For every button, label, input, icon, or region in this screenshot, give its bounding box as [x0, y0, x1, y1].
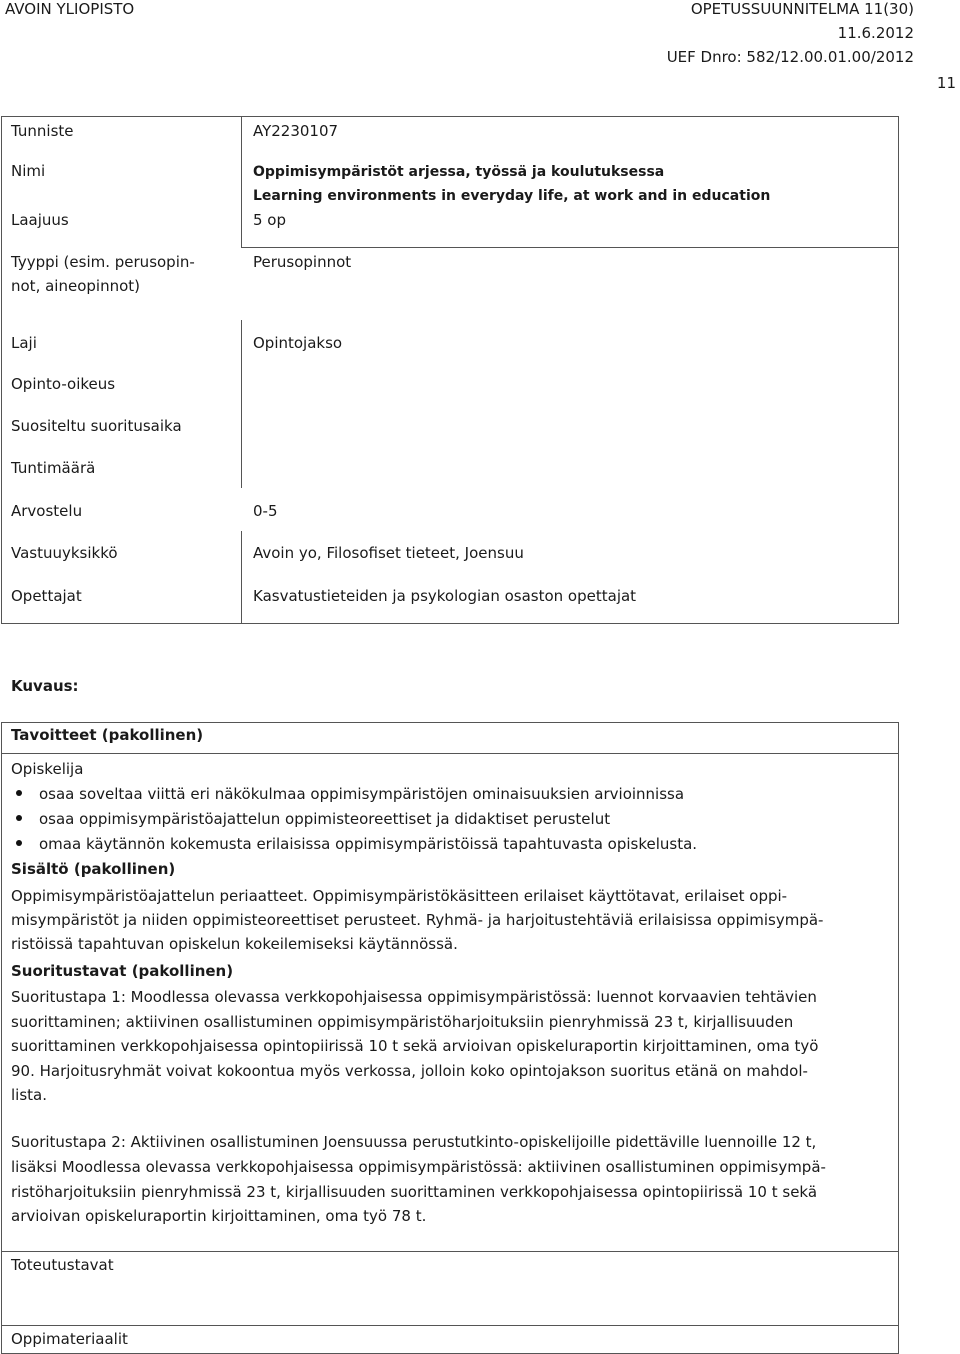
- tavoitteet-intro: Opiskelija: [11, 760, 84, 778]
- sisalto-heading: Sisältö (pakollinen): [11, 860, 176, 878]
- suoritustavat-heading: Suoritustavat (pakollinen): [11, 962, 234, 980]
- tyyppi-label-2: not, aineopinnot): [11, 277, 140, 295]
- vastuuyksikko-value: Avoin yo, Filosofiset tieteet, Joensuu: [253, 544, 524, 562]
- bullet-icon: [16, 840, 22, 846]
- bullet-icon: [16, 815, 22, 821]
- suoritustapa1-line: lista.: [11, 1086, 47, 1104]
- info-table-divider: [241, 531, 242, 624]
- oppimateriaalit-label: Oppimateriaalit: [11, 1330, 128, 1348]
- sisalto-line: misympäristöt ja niiden oppimisteoreettiset perusteet. Ryhmä- ja harjoitustehtäviä erilaisissa oppimisympä-: [11, 911, 824, 929]
- suoritustapa1-line: Suoritustapa 1: Moodlessa olevassa verkkopohjaisessa oppimisympäristössä: luennot korvaavien tehtävien: [11, 988, 817, 1006]
- header-plan-label: OPETUSSUUNNITELMA 11(30): [690, 0, 914, 18]
- tavoitteet-heading: Tavoitteet (pakollinen): [11, 726, 204, 744]
- laji-label: Laji: [11, 334, 37, 352]
- info-table-divider: [241, 116, 242, 248]
- sisalto-line: Oppimisympäristöajattelun periaatteet. Oppimisympäristökäsitteen erilaiset käyttötavat, erilaiset oppi-: [11, 887, 788, 905]
- tyyppi-label-1: Tyyppi (esim. perusopin-: [11, 253, 195, 271]
- suoritustapa1-line: 90. Harjoitusryhmät voivat kokoontua myös verkossa, jolloin koko opintojakson suoritus etänä on mahdol-: [11, 1062, 808, 1080]
- suoritustapa2-line: lisäksi Moodlessa olevassa verkkopohjaisessa oppimisympäristössä: aktiivinen osallistuminen oppimisympä-: [11, 1158, 826, 1176]
- opettajat-value: Kasvatustieteiden ja psykologian osaston opettajat: [253, 587, 637, 605]
- kuvaus-label: Kuvaus:: [11, 677, 79, 695]
- page-number: 11: [936, 74, 956, 92]
- tunniste-label: Tunniste: [11, 122, 74, 140]
- laajuus-label: Laajuus: [11, 211, 69, 229]
- laajuus-value: 5 op: [253, 211, 287, 229]
- nimi-label: Nimi: [11, 162, 46, 180]
- opinto-oikeus-label: Opinto-oikeus: [11, 375, 116, 393]
- suoritustapa2-line: Suoritustapa 2: Aktiivinen osallistuminen Joensuussa perustutkinto-opiskelijoille pidettäville luennoille 12 t,: [11, 1133, 817, 1151]
- arvostelu-value: 0-5: [253, 502, 278, 520]
- nimi-value-en: Learning environments in everyday life, at work and in education: [253, 188, 771, 204]
- tavoitteet-bullet: osaa soveltaa viittä eri näkökulmaa oppimisympäristöjen ominaisuuksien arvioinnissa: [39, 785, 685, 803]
- vastuuyksikko-label: Vastuuyksikkö: [11, 544, 118, 562]
- info-table-row-line: [241, 247, 899, 248]
- tavoitteet-bullet: osaa oppimisympäristöajattelun oppimisteoreettiset ja didaktiset perustelut: [39, 810, 611, 828]
- suoritustapa2-line: ristöharjoituksiin pienryhmissä 23 t, kirjallisuuden suorittaminen verkkopohjaisessa opintopiirissä 10 t sekä: [11, 1183, 818, 1201]
- description-divider: [1, 753, 899, 754]
- nimi-value-fi: Oppimisympäristöt arjessa, työssä ja koulutuksessa: [253, 164, 665, 180]
- tuntimaara-label: Tuntimäärä: [11, 459, 96, 477]
- opettajat-label: Opettajat: [11, 587, 82, 605]
- bullet-icon: [16, 790, 22, 796]
- laji-value: Opintojakso: [253, 334, 343, 352]
- suoritustapa1-line: suorittaminen; aktiivinen osallistuminen oppimisympäristöharjoituksiin pienryhmissä 23 t, kirjallisuuden: [11, 1013, 794, 1031]
- tavoitteet-bullet: omaa käytännön kokemusta erilaisissa oppimisympäristöissä tapahtuvasta opiskelusta.: [39, 835, 698, 853]
- tunniste-value: AY2230107: [253, 122, 339, 140]
- sisalto-line: ristöissä tapahtuvan opiskelun kokeilemiseksi käytännössä.: [11, 935, 458, 953]
- suoritustapa2-line: arvioivan opiskeluraportin kirjoittaminen, oma työ 78 t.: [11, 1207, 427, 1225]
- suositeltu-suoritusaika-label: Suositeltu suoritusaika: [11, 417, 182, 435]
- toteutustavat-label: Toteutustavat: [11, 1256, 114, 1274]
- info-table-divider: [241, 320, 242, 488]
- suoritustapa1-line: suorittaminen verkkopohjaisessa opintopiirissä 10 t sekä arvioivan opiskeluraportin kirjoittaminen, oma työ: [11, 1037, 819, 1055]
- description-divider: [1, 1251, 899, 1252]
- tyyppi-value: Perusopinnot: [253, 253, 352, 271]
- header-left: AVOIN YLIOPISTO: [5, 0, 135, 18]
- arvostelu-label: Arvostelu: [11, 502, 83, 520]
- header-date: 11.6.2012: [837, 24, 914, 42]
- header-dnro: UEF Dnro: 582/12.00.01.00/2012: [666, 48, 914, 66]
- description-divider: [1, 1325, 899, 1326]
